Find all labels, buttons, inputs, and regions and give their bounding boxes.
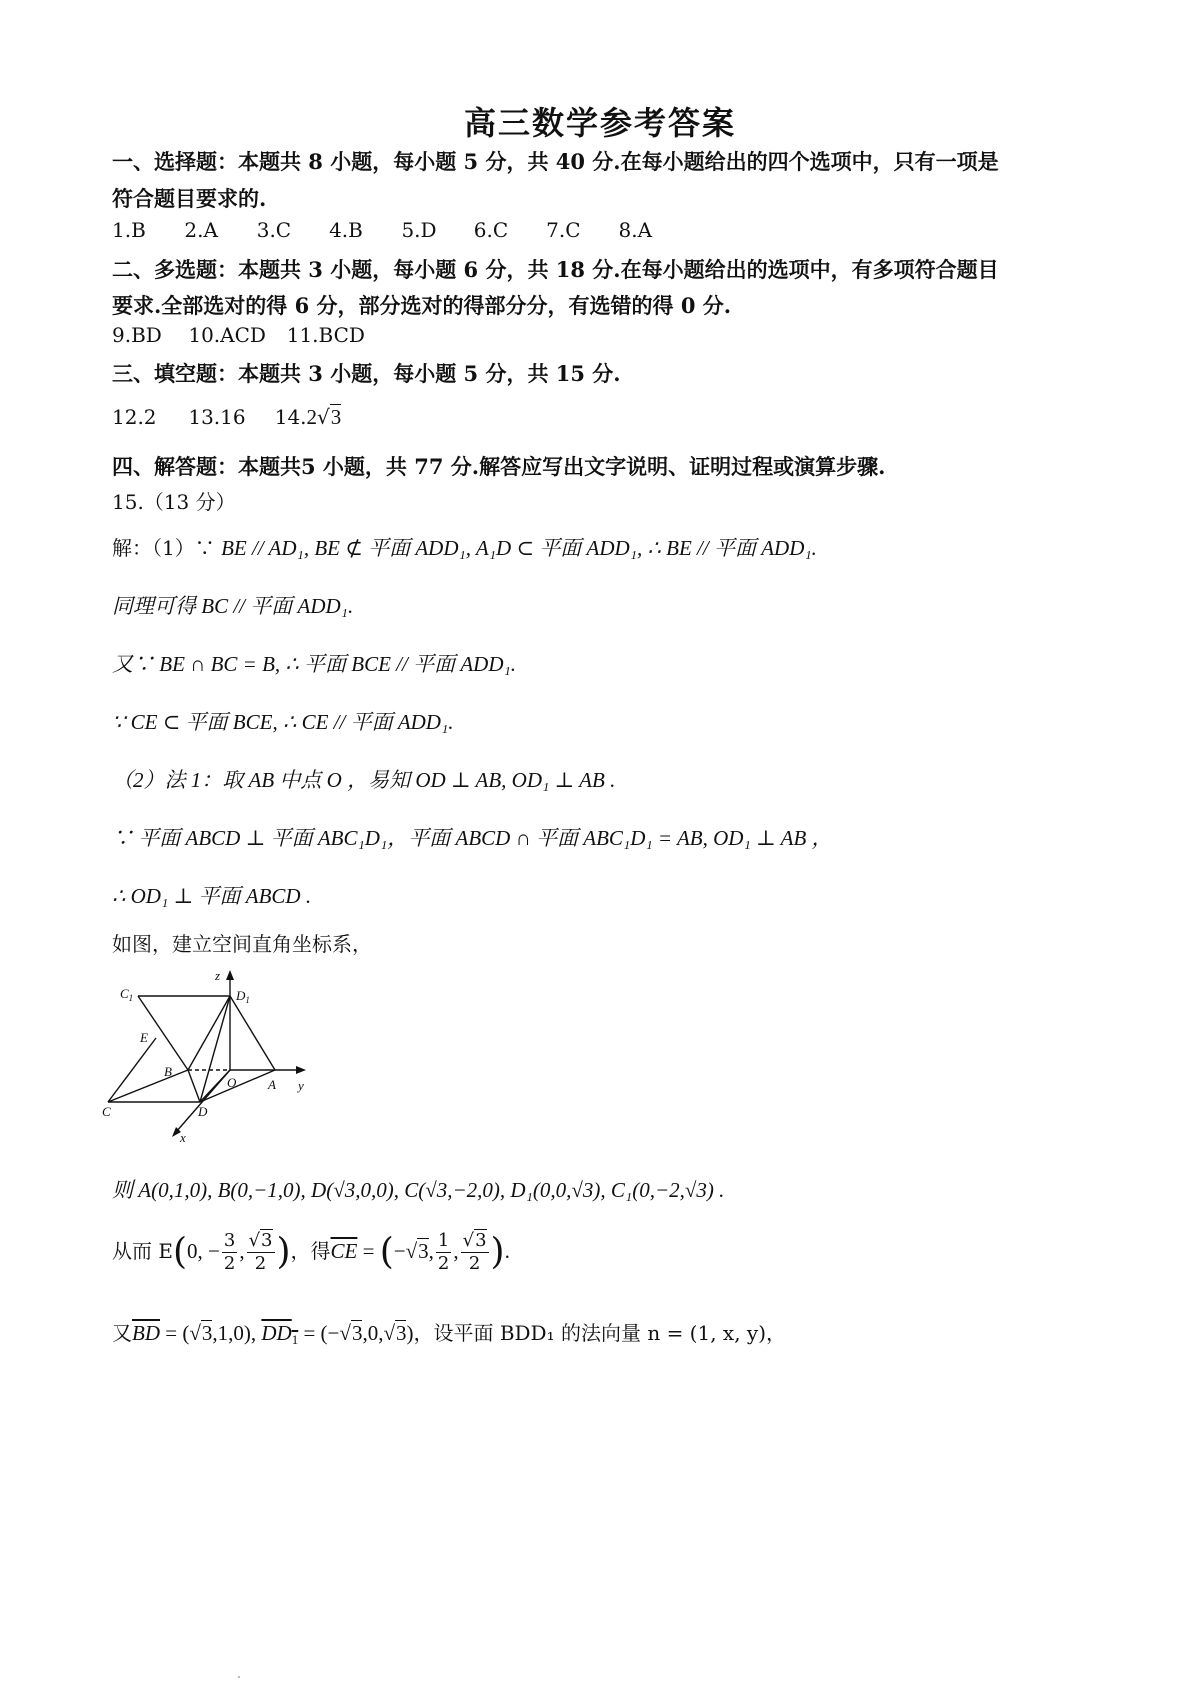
label-o: O <box>227 1075 237 1090</box>
answer-10: 10.ACD <box>188 323 266 347</box>
edge-d-a <box>200 1070 275 1102</box>
section3-heading: 三、填空题：本题共 3 小题，每小题 5 分，共 15 分. <box>112 361 621 386</box>
label-x: x <box>180 1130 186 1145</box>
answer-4: 4.B <box>329 218 363 242</box>
solution-step4: ∵ CE ⊂ 平面 BCE, ∴ CE // 平面 ADD₁. <box>112 710 454 734</box>
z-axis-arrow <box>226 970 234 980</box>
section1-answers <box>112 218 1102 242</box>
y-axis-arrow <box>296 1066 306 1074</box>
label-c1: $C_1$ <box>120 986 134 1003</box>
answer-3: 3.C <box>256 218 292 242</box>
page-dot <box>238 1676 240 1678</box>
edge-b-d <box>188 1070 200 1102</box>
solution-step2: 同理可得 BC // 平面 ADD₁. <box>112 594 354 618</box>
answer-8: 8.A <box>618 218 653 242</box>
section1-heading-line1: 一、选择题：本题共 8 小题，每小题 5 分，共 40 分.在每小题给出的四个选项中，只有一项是 <box>112 149 999 174</box>
solution-step3: 又∵ BE ∩ BC = B, ∴ 平面 BCE // 平面 ADD₁. <box>112 652 517 676</box>
question15-label: 15.（13 分） <box>112 490 236 514</box>
label-b: B <box>164 1064 172 1079</box>
label-d: D <box>198 1104 208 1119</box>
label-a: A <box>268 1077 276 1092</box>
solution-step1: 解：（1）∵ BE // AD₁, BE ⊄ 平面 ADD₁, A₁D ⊂ 平面 ADD₁, ∴ BE // 平面 ADD₁. <box>112 536 817 560</box>
label-z: z <box>215 968 221 983</box>
solution-step8: 如图，建立空间直角坐标系， <box>112 932 372 956</box>
section1-heading-line2: 符合题目要求的. <box>112 186 267 211</box>
label-y: y <box>298 1078 304 1093</box>
answer-2: 2.A <box>184 218 218 242</box>
answer-1: 1.B <box>112 218 146 242</box>
section4-heading: 四、解答题：本题共5 小题，共 77 分.解答应写出文字说明、证明过程或演算步骤. <box>112 454 886 479</box>
edge-d1-b <box>188 996 230 1070</box>
geometry-diagram <box>100 966 330 1148</box>
label-e: E <box>140 1030 148 1045</box>
edge-d1-a <box>230 996 275 1070</box>
solution-step10: 从而 E(0, − $\frac{3}{2}$ , $\frac{√3}{2}$ )，得$\overline{CE} = (-√3$, $\frac{1}{2}$ , $\frac{√3}{2}$ ). <box>112 1230 510 1274</box>
answer-11: 11.BCD <box>286 323 365 347</box>
answer-14: 14.2√3 <box>274 405 342 429</box>
section2-answers <box>112 323 1102 347</box>
answer-13: 13.16 <box>188 405 246 429</box>
section3-answers <box>112 404 1102 430</box>
label-d1: $D_1$ <box>236 988 250 1005</box>
solution-step9: 则 A(0,1,0), B(0,−1,0), D(√3,0,0), C(√3,−2,0), D₁(0,0,√3), C₁(0,−2,√3) . <box>112 1178 725 1202</box>
solution-step6: ∵ 平面 ABCD ⊥ 平面 ABC₁D₁，平面 ABCD ∩ 平面 ABC₁D₁ = AB, OD₁ ⊥ AB ， <box>112 826 833 850</box>
section2-heading-line2: 要求.全部选对的得 6 分，部分选对的得部分分，有选错的得 0 分. <box>112 293 732 318</box>
document-title: 高三数学参考答案 <box>463 104 736 142</box>
answer-9: 9.BD <box>112 323 162 347</box>
section2-heading-line1: 二、多选题：本题共 3 小题，每小题 6 分，共 18 分.在每小题给出的选项中，有多项符合题目 <box>112 257 999 282</box>
label-c: C <box>102 1104 111 1119</box>
answer-12: 12.2 <box>112 405 157 429</box>
solution-step11: 又$\overline{BD} = (√3,1,0)$, $DD_1 = (-√3,0,√3)$，设平面 BDD₁ 的法向量 n = (1, x, y)， <box>112 1321 787 1347</box>
answer-7: 7.C <box>546 218 581 242</box>
answer-5: 5.D <box>401 218 437 242</box>
solution-step7: ∴ OD₁ ⊥ 平面 ABCD . <box>112 884 312 908</box>
answer-6: 6.C <box>473 218 509 242</box>
solution-step5: （2）法 1：取 AB 中点 O ，易知 OD ⊥ AB, OD₁ ⊥ AB . <box>112 768 616 792</box>
